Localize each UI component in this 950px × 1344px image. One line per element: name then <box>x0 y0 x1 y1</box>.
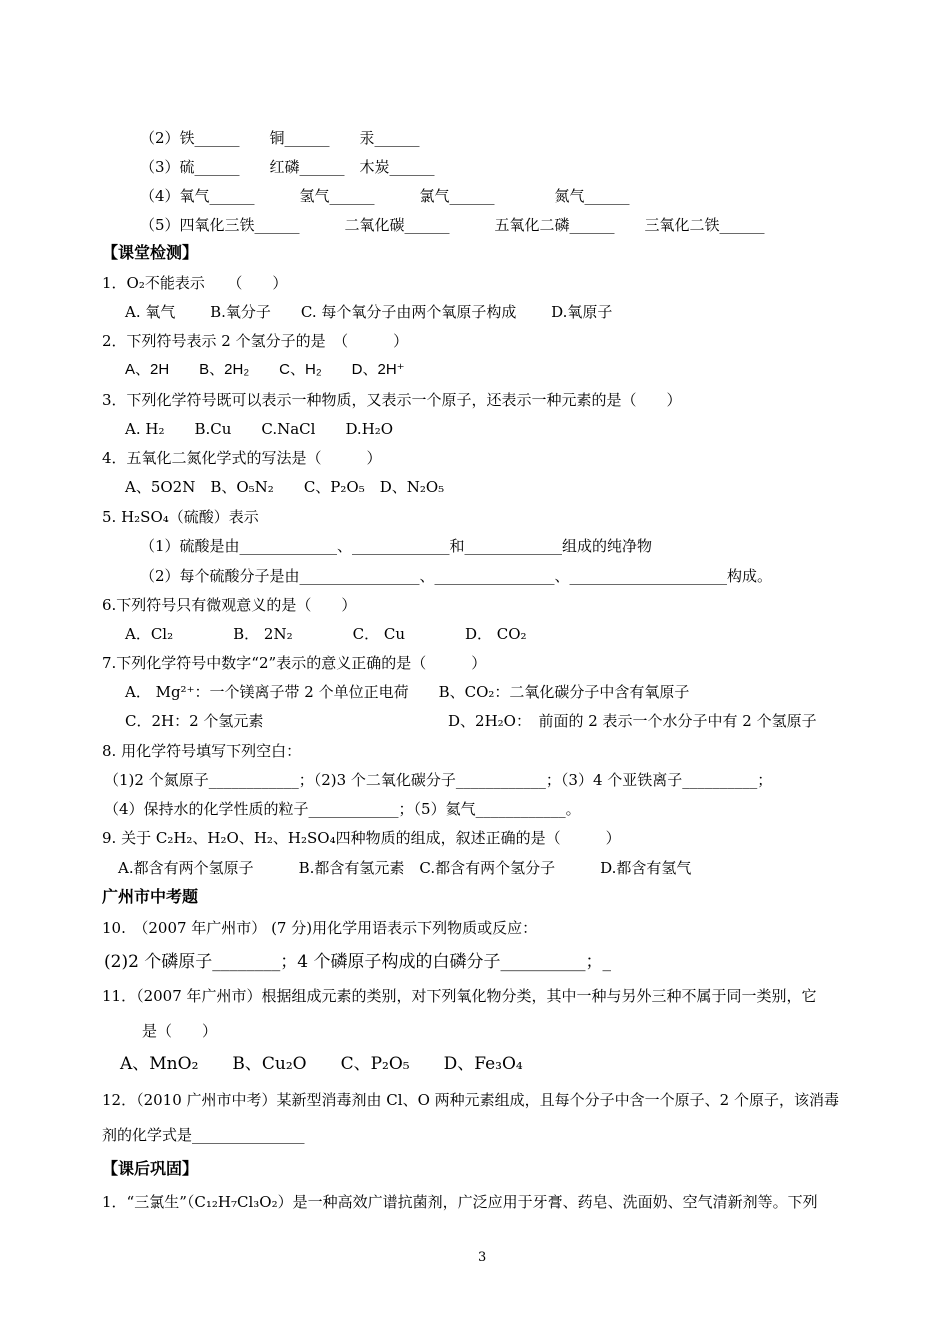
question-7-option-c: C．2H：2 个氢元素 <box>125 712 264 730</box>
question-5: 5. H₂SO₄（硫酸）表示 <box>102 508 259 526</box>
question-4-options: A、5O2N B、O₅N₂ C、P₂O₅ D、N₂O₅ <box>125 478 445 496</box>
homework-1: 1．“三氯生”（C₁₂H₇Cl₃O₂）是一种高效广谱抗菌剂，广泛应用于牙膏、药皂、洗面奶、空气清新剂等。下列 <box>102 1193 818 1211</box>
item-4: （4）氧气______ 氢气______ 氯气______ 氮气______ <box>140 187 630 205</box>
page-number: 3 <box>478 1250 487 1265</box>
question-10-line: (2)2 个磷原子________；4 个磷原子构成的白磷分子__________；_ <box>104 952 612 972</box>
question-8-line-2: （4）保持水的化学性质的粒子____________；（5）氦气____________。 <box>104 800 581 818</box>
question-11-options: A、MnO₂ B、Cu₂O C、P₂O₅ D、Fe₃O₄ <box>120 1054 523 1074</box>
question-6-options: A．Cl₂ B． 2N₂ C． Cu D． CO₂ <box>125 625 527 643</box>
question-2-options: A、2H B、2H₂ C、H₂ D、2H⁺ <box>125 361 405 378</box>
question-12: 12．（2010 广州市中考）某新型消毒剂由 Cl、O 两种元素组成，且每个分子中含一个原子、2 个原子，该消毒 <box>102 1091 839 1109</box>
question-3: 3．下列化学符号既可以表示一种物质，又表示一个原子，还表示一种元素的是（ ） <box>102 391 682 409</box>
question-2: 2．下列符号表示 2 个氢分子的是 （ ） <box>102 332 409 350</box>
question-6: 6.下列符号只有微观意义的是（ ） <box>102 596 357 614</box>
question-5-part-2: （2）每个硫酸分子是由________________、________________、_____________________构成。 <box>140 567 773 585</box>
question-9-options: A.都含有两个氢原子 B.都含有氢元素 C.都含有两个氢分子 D.都含有氢气 <box>118 859 692 877</box>
question-4: 4．五氧化二氮化学式的写法是（ ） <box>102 449 382 467</box>
section-kehou-heading: 【课后巩固】 <box>102 1159 199 1178</box>
question-1-options: A. 氧气 B.氧分子 C. 每个氧分子由两个氧原子构成 D.氧原子 <box>125 303 613 321</box>
question-8-line-1: （1)2 个氮原子____________；（2)3 个二氧化碳分子____________；（3）4 个亚铁离子__________； <box>104 771 773 789</box>
item-3: （3）硫______ 红磷______ 木炭______ <box>140 158 435 176</box>
question-9: 9. 关于 C₂H₂、H₂O、H₂、H₂SO₄四种物质的组成，叙述正确的是（ ） <box>102 829 621 847</box>
item-5: （5）四氧化三铁______ 二氧化碳______ 五氧化二磷______ 三氧化二铁______ <box>140 216 765 234</box>
section-ketang-heading: 【课堂检测】 <box>102 243 199 262</box>
question-11: 11．（2007 年广州市）根据组成元素的类别，对下列氧化物分类，其中一种与另外三种不属于同一类别，它 <box>102 987 817 1005</box>
section-guangzhou-heading: 广州市中考题 <box>102 887 199 906</box>
question-11-continued: 是（ ） <box>142 1022 218 1040</box>
question-1: 1．O₂不能表示 （ ） <box>102 274 288 292</box>
question-3-options: A. H₂ B.Cu C.NaCl D.H₂O <box>125 420 394 438</box>
question-12-continued: 剂的化学式是_______________ <box>102 1126 305 1144</box>
question-7: 7.下列化学符号中数字“2”表示的意义正确的是（ ） <box>102 654 487 672</box>
question-8: 8. 用化学符号填写下列空白： <box>102 742 302 760</box>
question-5-part-1: （1）硫酸是由_____________、_____________和_____________组成的纯净物 <box>140 537 653 555</box>
question-7-option-d: D、2H₂O： 前面的 2 表示一个水分子中有 2 个氢原子 <box>448 712 817 730</box>
item-2: （2）铁______ 铜______ 汞______ <box>140 129 420 147</box>
question-7-options-ab: A． Mg²⁺：一个镁离子带 2 个单位正电荷 B、CO₂：二氧化碳分子中含有氧原子 <box>125 683 690 701</box>
question-10: 10. （2007 年广州市） (7 分)用化学用语表示下列物质或反应： <box>102 919 538 937</box>
